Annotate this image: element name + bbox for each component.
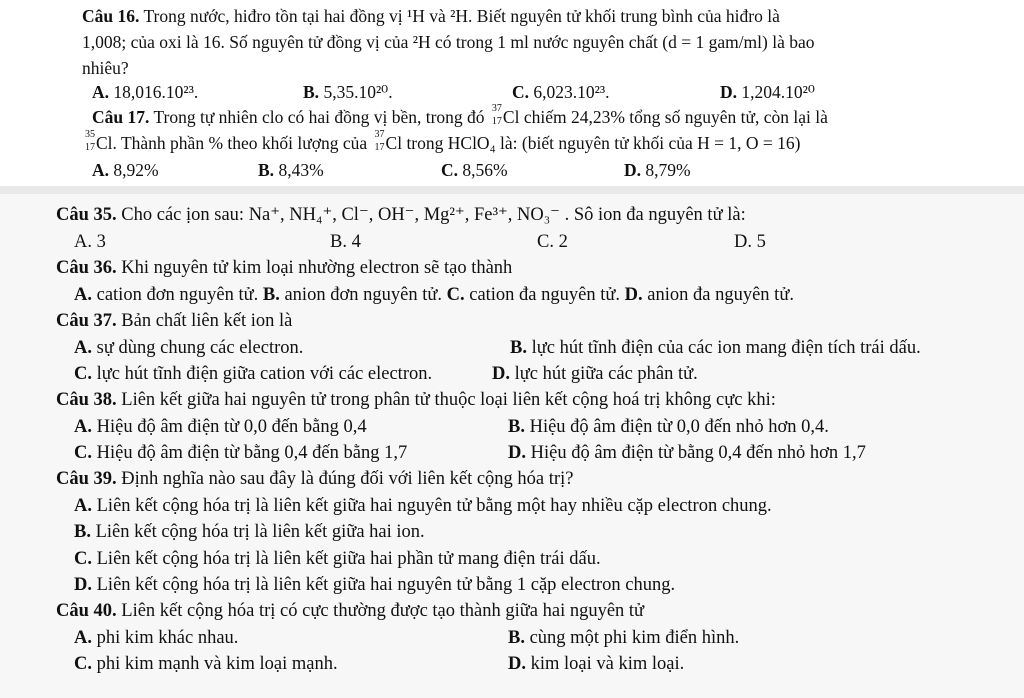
question-16-number: Câu 16. <box>82 6 140 26</box>
q35-option-a[interactable] <box>74 229 106 256</box>
q35-option-d-letter: D. <box>734 232 752 252</box>
question-39-number: Câu 39. <box>56 469 117 489</box>
q39-option-c[interactable]: C. Liên kết cộng hóa trị là liên kết giữa hai phần tử mang điện trái dấu. <box>74 549 601 569</box>
question-37-line <box>56 308 292 335</box>
isotope-cl37-notation: 37 17 <box>491 103 502 127</box>
question-36-number: Câu 36. <box>56 258 117 278</box>
q37-option-a-text: sự dùng chung các electron. <box>96 338 304 358</box>
q17-option-b[interactable] <box>258 157 324 183</box>
isotope-cl37-notation-2: 37 17 <box>374 129 385 153</box>
q36-option-b[interactable]: B. anion đơn nguyên tử. <box>262 285 442 305</box>
q17-option-a[interactable] <box>92 157 159 183</box>
q36-option-a[interactable]: A. cation đơn nguyên tử. <box>74 285 259 305</box>
question-35-line <box>56 202 746 229</box>
q37-option-c-text: lực hút tĩnh điện giữa cation với các electron. <box>96 364 433 384</box>
q17-option-d[interactable] <box>624 157 691 183</box>
q39-option-a-text: Liên kết cộng hóa trị là liên kết giữa hai nguyên tử bằng một hay nhiều cặp electron chung. <box>96 496 772 516</box>
question-16-line-3 <box>82 55 129 81</box>
question-17-text-1b: Cl chiếm 24,23% tổng số nguyên tử, còn lại là <box>502 107 828 127</box>
q17-option-d-text: 8,79% <box>645 160 691 180</box>
q35-option-b[interactable] <box>330 229 361 256</box>
q40-option-a[interactable]: A. phi kim khác nhau. <box>74 628 239 648</box>
question-17-text-2b: Cl trong HClO₄ là: (biết nguyên tử khối của H = 1, O = 16) <box>385 133 801 153</box>
question-37-text: Bản chất liên kết ion là <box>121 311 293 331</box>
q17-option-c-text: 8,56% <box>462 160 508 180</box>
q17-option-a-letter: A. <box>92 160 110 180</box>
q40-option-b[interactable]: B. cùng một phi kim điển hình. <box>508 628 740 648</box>
q35-option-a-letter: A. <box>74 232 92 252</box>
q40-option-d-text: kim loại và kim loại. <box>530 654 685 674</box>
question-35-text: Cho các ịon sau: Na⁺, NH₄⁺, Cl⁻, OH⁻, Mg²⁺, Fe³⁺, NO₃⁻ . Sô ion đa nguyên tử là: <box>121 205 746 225</box>
q37-option-b-text: lực hút tĩnh điện của các ion mang điện tích trái dấu. <box>531 338 921 358</box>
q38-option-d-text: Hiệu độ âm điện từ bằng 0,4 đến nhỏ hơn 1,7 <box>530 443 866 463</box>
q38-option-b[interactable]: B. Hiệu độ âm điện từ 0,0 đến nhỏ hơn 0,4. <box>508 417 829 437</box>
question-17-number: Câu 17. <box>92 107 150 127</box>
q36-option-c[interactable]: C. cation đa nguyên tử. <box>446 285 621 305</box>
question-16-line-1 <box>82 3 780 29</box>
q36-option-d[interactable]: D. anion đa nguyên tử. <box>624 285 794 305</box>
question-16-text-3: nhiêu? <box>82 58 129 78</box>
q40-option-b-text: cùng một phi kim điển hình. <box>529 628 740 648</box>
question-17-text-1a: Trong tự nhiên clo có hai đồng vị bền, trong đó <box>153 107 485 127</box>
question-38-text: Liên kết giữa hai nguyên tử trong phân tử thuộc loại liên kết cộng hoá trị không cực khi: <box>121 390 776 410</box>
top-question-panel <box>0 0 1024 186</box>
q35-option-d-text: 5 <box>756 232 766 252</box>
q37-option-d-text: lực hút giữa các phân tử. <box>514 364 698 384</box>
isotope-cl35-notation: 35 17 <box>85 129 95 153</box>
q39-option-c-text: Liên kết cộng hóa trị là liên kết giữa hai phần tử mang điện trái dấu. <box>96 549 601 569</box>
question-40-text: Liên kết cộng hóa trị có cực thường được tạo thành giữa hai nguyên tử <box>121 601 645 621</box>
q40-option-a-text: phi kim khác nhau. <box>96 628 239 648</box>
question-16-text-2: 1,008; của oxi là 16. Số nguyên tử đồng vị của ²H có trong 1 ml nước nguyên chất (d = 1 gam/ml) là bao <box>82 32 815 52</box>
q39-option-a[interactable]: A. Liên kết cộng hóa trị là liên kết giữa hai nguyên tử bằng một hay nhiều cặp electron chung. <box>74 496 772 516</box>
question-37-number: Câu 37. <box>56 311 117 331</box>
q16-option-b-text: 5,35.10²⁰. <box>323 82 393 102</box>
q38-option-c[interactable]: C. Hiệu độ âm điện từ bằng 0,4 đến bằng 1,7 <box>74 443 408 463</box>
question-17-line-1 <box>92 104 828 130</box>
q16-option-d[interactable] <box>720 79 815 105</box>
question-40-number: Câu 40. <box>56 601 117 621</box>
q16-option-c[interactable] <box>512 79 610 105</box>
q38-option-a-text: Hiệu độ âm điện từ 0,0 đến bằng 0,4 <box>96 417 367 437</box>
q35-option-d[interactable] <box>734 229 766 256</box>
q17-option-b-letter: B. <box>258 160 275 180</box>
q38-option-a[interactable]: A. Hiệu độ âm điện từ 0,0 đến bằng 0,4 <box>74 417 367 437</box>
q39-option-b[interactable]: B. Liên kết cộng hóa trị là liên kết giữa hai ion. <box>74 522 425 542</box>
q38-option-d[interactable]: D. Hiệu độ âm điện từ bằng 0,4 đến nhỏ hơn 1,7 <box>508 443 866 463</box>
q37-option-b[interactable]: B. lực hút tĩnh điện của các ion mang điện tích trái dấu. <box>510 338 921 358</box>
question-39-line <box>56 466 573 493</box>
q16-option-b[interactable] <box>303 79 393 105</box>
q16-option-a-text: 18,016.10²³. <box>113 82 199 102</box>
q37-option-d[interactable]: D. lực hút giữa các phân tử. <box>492 364 698 384</box>
question-40-line <box>56 598 644 625</box>
q40-option-d[interactable]: D. kim loại và kim loại. <box>508 654 685 674</box>
q39-option-d[interactable]: D. Liên kết cộng hóa trị là liên kết giữa hai nguyên tử bằng 1 cặp electron chung. <box>74 575 676 595</box>
section-divider <box>0 186 1024 194</box>
q16-option-c-letter: C. <box>512 82 530 102</box>
question-16-text-1: Trong nước, hiđro tồn tại hai đồng vị ¹H và ²H. Biết nguyên tử khối trung bình của hiđro là <box>143 6 780 26</box>
q39-option-b-text: Liên kết cộng hóa trị là liên kết giữa hai ion. <box>95 522 425 542</box>
q16-option-d-letter: D. <box>720 82 738 102</box>
q38-option-c-text: Hiệu độ âm điện từ bằng 0,4 đến bằng 1,7 <box>96 443 408 463</box>
bottom-question-panel <box>0 194 1024 698</box>
q40-option-c[interactable]: C. phi kim mạnh và kim loại mạnh. <box>74 654 338 674</box>
question-17-line-2 <box>82 130 800 156</box>
q16-option-a-letter: A. <box>92 82 110 102</box>
question-38-number: Câu 38. <box>56 390 117 410</box>
q17-option-d-letter: D. <box>624 160 642 180</box>
q35-option-c-text: 2 <box>558 232 568 252</box>
q16-option-a[interactable] <box>92 79 198 105</box>
question-35-number: Câu 35. <box>56 205 117 225</box>
q38-option-b-text: Hiệu độ âm điện từ 0,0 đến nhỏ hơn 0,4. <box>529 417 829 437</box>
q16-option-d-text: 1,204.10²⁰ <box>741 82 815 102</box>
question-17-text-2a: Cl. Thành phần % theo khối lượng của <box>96 133 368 153</box>
q35-option-c-letter: C. <box>537 232 554 252</box>
q17-option-b-text: 8,43% <box>278 160 324 180</box>
question-38-line <box>56 387 776 414</box>
q17-option-c[interactable] <box>441 157 508 183</box>
question-36-text: Khi nguyên tử kim loại nhường electron sẽ tạo thành <box>121 258 513 278</box>
question-36-line <box>56 255 512 282</box>
q40-option-c-text: phi kim mạnh và kim loại mạnh. <box>96 654 338 674</box>
q35-option-a-text: 3 <box>96 232 106 252</box>
q35-option-b-letter: B. <box>330 232 347 252</box>
q39-option-d-text: Liên kết cộng hóa trị là liên kết giữa hai nguyên tử bằng 1 cặp electron chung. <box>96 575 676 595</box>
q35-option-b-text: 4 <box>351 232 361 252</box>
question-39-text: Định nghĩa nào sau đây là đúng đối với liên kết cộng hóa trị? <box>121 469 574 489</box>
q37-option-c[interactable]: C. lực hút tĩnh điện giữa cation với các electron. <box>74 364 433 384</box>
q16-option-c-text: 6,023.10²³. <box>533 82 610 102</box>
q17-option-a-text: 8,92% <box>113 160 159 180</box>
question-16-line-2 <box>82 29 815 55</box>
q36-options-row <box>74 282 794 309</box>
q16-option-b-letter: B. <box>303 82 320 102</box>
q35-option-c[interactable] <box>537 229 568 256</box>
q37-option-a[interactable]: A. sự dùng chung các electron. <box>74 338 304 358</box>
q17-option-c-letter: C. <box>441 160 459 180</box>
